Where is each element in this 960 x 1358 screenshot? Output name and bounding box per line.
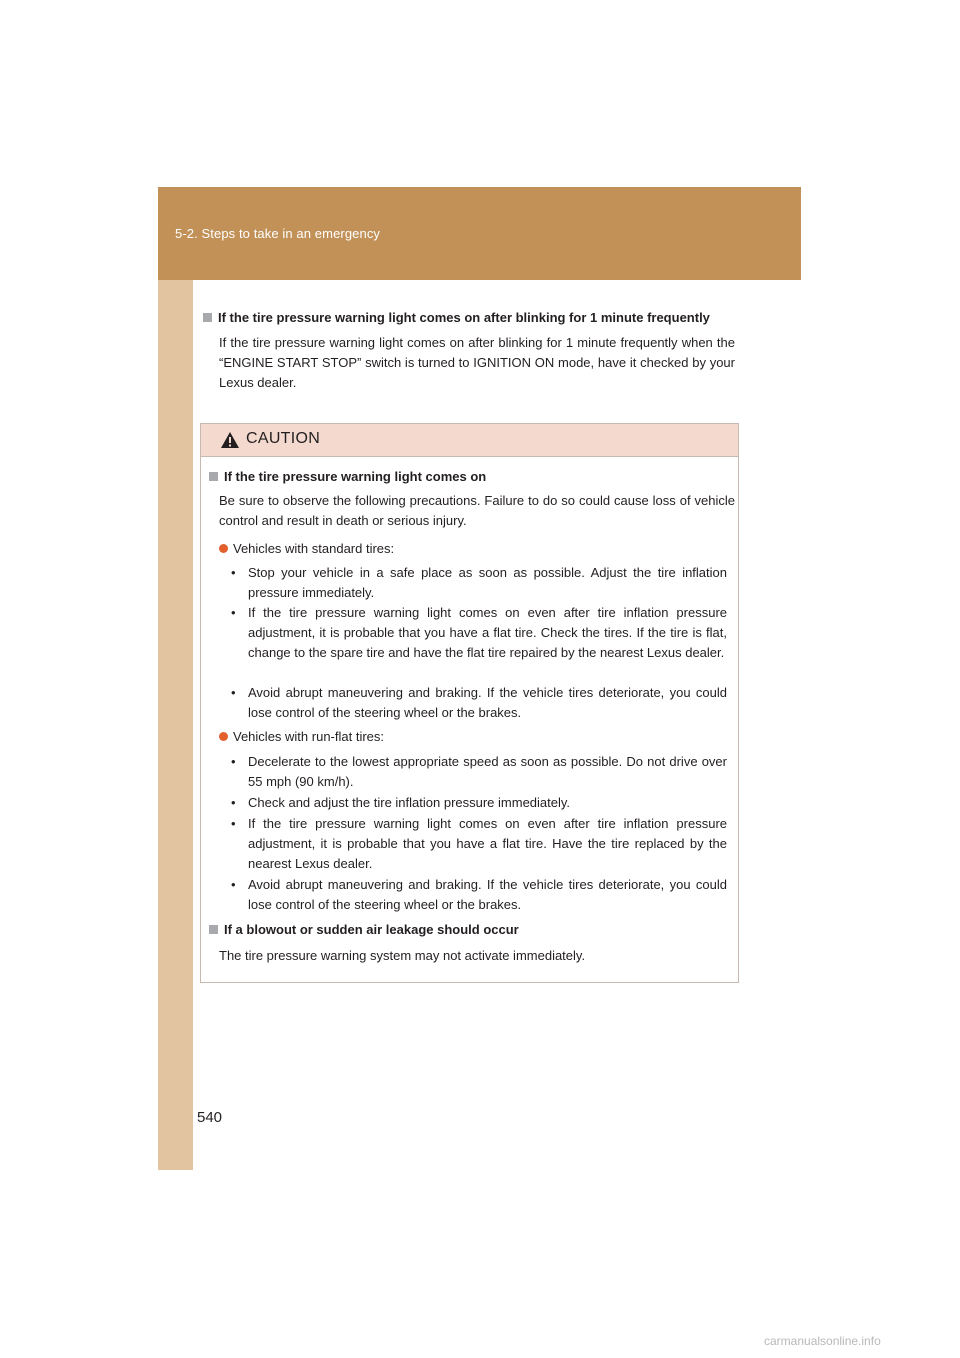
list-item-text: Check and adjust the tire inflation pressure immediately. <box>248 795 571 810</box>
list-item <box>229 814 727 874</box>
watermark: carmanualsonline.info <box>764 1334 881 1348</box>
warning-triangle-icon <box>220 431 240 449</box>
list-item-text: If the tire pressure warning light comes on even after tire inflation pressure adjustment, it is probable that you have a flat tire. Check the tires. If the tire is flat, change to the spare tire and have the flat tire repaired by the nearest Lexus dealer. <box>248 605 727 660</box>
intro-body: If the tire pressure warning light comes on after blinking for 1 minute frequently when the “ENGINE START STOP” switch is turned to IGNITION ON mode, have it checked by your Lexus dealer. <box>219 335 735 390</box>
caution-section2-heading <box>209 922 519 937</box>
caution-section1-heading <box>209 469 486 484</box>
caution-section2-heading-text: If a blowout or sudden air leakage should occur <box>224 922 519 937</box>
circle-bullet-icon <box>219 732 228 741</box>
caution-section1-heading-text: If the tire pressure warning light comes on <box>224 469 487 484</box>
runflat-tires-heading <box>219 729 384 744</box>
intro-heading <box>203 310 710 325</box>
list-item <box>229 752 727 792</box>
left-margin-strip <box>158 187 193 1170</box>
list-item-text: If the tire pressure warning light comes on even after tire inflation pressure adjustment, it is probable that you have a flat tire. Have the tire replaced by the nearest Lexus dealer. <box>248 816 727 871</box>
bullet-mark: • <box>231 795 236 810</box>
caution-label: CAUTION <box>246 430 321 447</box>
caution-box <box>200 423 739 983</box>
page-number: 540 <box>197 1109 223 1126</box>
list-item <box>229 793 727 813</box>
bullet-mark: • <box>231 605 236 620</box>
section-title: 5-2. Steps to take in an emergency <box>175 226 381 241</box>
intro-heading-text: If the tire pressure warning light comes on after blinking for 1 minute frequently <box>218 310 710 325</box>
list-item-text: Avoid abrupt maneuvering and braking. If the vehicle tires deteriorate, you could lose control of the steering wheel or the brakes. <box>248 877 727 912</box>
square-bullet-icon <box>209 472 218 481</box>
caution-section1-body: Be sure to observe the following precautions. Failure to do so could cause loss of vehicle control and result in death or serious injury. <box>219 493 735 528</box>
bullet-mark: • <box>231 685 236 700</box>
list-item <box>229 875 727 915</box>
caution-header <box>201 424 738 457</box>
list-item-text: Stop your vehicle in a safe place as soon as possible. Adjust the tire inflation pressure immediately. <box>248 565 727 600</box>
list-item-text: Avoid abrupt maneuvering and braking. If the vehicle tires deteriorate, you could lose control of the steering wheel or the brakes. <box>248 685 727 720</box>
standard-tires-heading <box>219 541 394 556</box>
list-item <box>229 563 727 603</box>
bullet-mark: • <box>231 565 236 580</box>
circle-bullet-icon <box>219 544 228 553</box>
list-item <box>229 683 727 723</box>
square-bullet-icon <box>209 925 218 934</box>
square-bullet-icon <box>203 313 212 322</box>
bullet-mark: • <box>231 754 236 769</box>
runflat-tires-title: Vehicles with run-flat tires: <box>233 729 385 744</box>
bullet-mark: • <box>231 816 236 831</box>
standard-tires-title: Vehicles with standard tires: <box>233 541 395 556</box>
list-item <box>229 603 727 663</box>
list-item-text: Decelerate to the lowest appropriate speed as soon as possible. Do not drive over 55 mph (90 km/h). <box>248 754 727 789</box>
caution-section2-body: The tire pressure warning system may not activate immediately. <box>219 948 586 963</box>
bullet-mark: • <box>231 877 236 892</box>
